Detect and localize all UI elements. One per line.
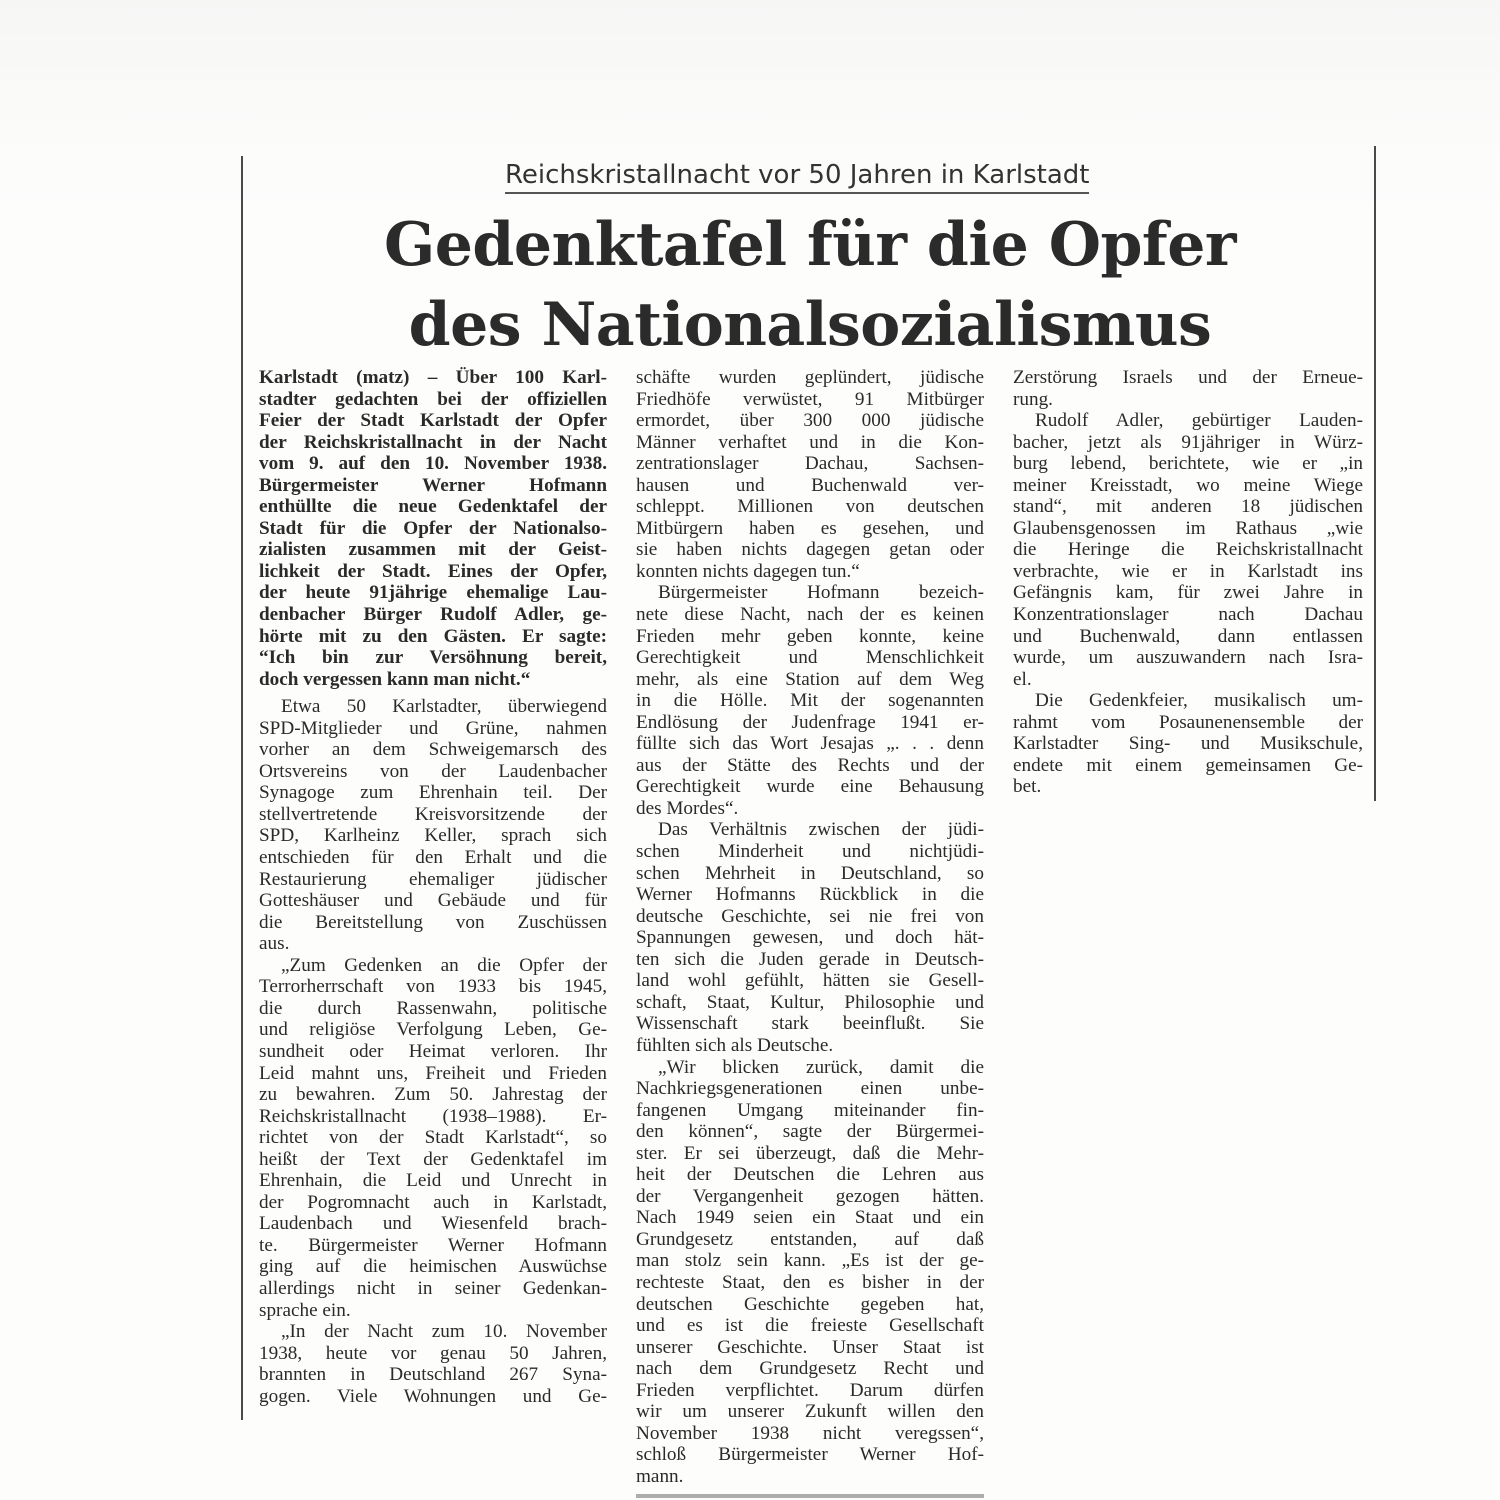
text-line: aus. (259, 933, 290, 955)
text-line: deutschen Geschichte gegeben hat, (636, 1293, 984, 1315)
article-column-1 (259, 367, 607, 1407)
right-column-rule (1374, 146, 1376, 801)
text-line: allerdings nicht in seiner Gedenkan- (259, 1277, 607, 1299)
text-line: Frieden verpflichtet. Darum dürfen (636, 1379, 984, 1401)
text-line: Karlstadter Sing- und Musikschule, (1013, 733, 1363, 755)
text-line: sprache ein. (259, 1299, 351, 1321)
text-line: stand“, mit anderen 18 jüdischen (1013, 496, 1363, 518)
text-line: man stolz sein kann. „Es ist der ge- (636, 1250, 984, 1272)
text-line: Reichskristallnacht (1938–1988). Er- (259, 1105, 607, 1127)
text-line: wir um unserer Zukunft willen den (636, 1401, 984, 1423)
text-line: Frieden mehr geben konnte, keine (636, 625, 984, 647)
article-headline (250, 205, 1370, 365)
headline-line-2: des Nationalsozialismus (408, 290, 1212, 360)
text-line: Nach 1949 seien ein Staat und ein (636, 1207, 984, 1229)
text-line: ten sich die Juden gerade in Deutsch- (636, 948, 984, 970)
text-line: Rudolf Adler, gebürtiger Lauden- (1035, 410, 1363, 432)
text-line: vorher an dem Schweigemarsch des (259, 739, 607, 761)
text-line: bacher, jetzt als 91jähriger in Würz- (1013, 431, 1363, 453)
text-line: schaft, Staat, Kultur, Philosophie und (636, 991, 984, 1013)
text-line: Synagoge zum Ehrenhain teil. Der (259, 782, 607, 804)
text-line: Terrorherrschaft von 1933 bis 1945, (259, 976, 607, 998)
text-line: und Buchenwald, dann entlassen (1013, 625, 1363, 647)
text-line: aus der Stätte des Rechts und der (636, 754, 984, 776)
text-line: fangenen Umgang miteinander fin- (636, 1099, 984, 1121)
text-line: unserer Geschichte. Unser Staat ist (636, 1336, 984, 1358)
text-line: heißt der Text der Gedenktafel im (259, 1148, 607, 1170)
text-line: die durch Rassenwahn, politische (259, 997, 607, 1019)
text-line: Die Gedenkfeier, musikalisch um- (1035, 690, 1363, 712)
text-line: land wohl gefühlt, hätten sie Gesell- (636, 970, 984, 992)
text-line: Feier der Stadt Karlstadt der Opfer (259, 410, 607, 432)
text-line: fühlten sich als Deutsche. (636, 1034, 834, 1056)
text-line: Konzentrationslager nach Dachau (1013, 604, 1363, 626)
text-line: Friedhöfe verwüstet, 91 Mitbürger (636, 388, 984, 410)
text-line: mehr, als eine Station auf dem Weg (636, 668, 984, 690)
cut-off-line (636, 1490, 984, 1500)
text-line: hausen und Buchenwald ver- (636, 474, 984, 496)
text-line: SPD, Karlheinz Keller, sprach sich (259, 825, 607, 847)
text-line: brannten in Deutschland 267 Syna- (259, 1364, 607, 1386)
text-line: zu bewahren. Zum 50. Jahrestag der (259, 1084, 607, 1106)
text-line: die Heringe die Reichskristallnacht (1013, 539, 1363, 561)
text-line: Spannungen gewesen, und doch hät- (636, 927, 984, 949)
text-line: Endlösung der Judenfrage 1941 er- (636, 711, 984, 733)
text-line: Grundgesetz entstanden, auf daß (636, 1228, 984, 1250)
text-line: und religiöse Verfolgung Leben, Ge- (259, 1019, 607, 1041)
text-line: schäfte wurden geplündert, jüdische (636, 367, 984, 388)
text-line: rechteste Staat, den es bisher in der (636, 1271, 984, 1293)
text-line: schleppt. Millionen von deutschen (636, 496, 984, 518)
text-line: und es ist die freieste Gesellschaft (636, 1315, 984, 1337)
text-line: burg lebend, berichtete, wie er „in (1013, 453, 1363, 475)
text-line: meiner Kreisstadt, wo meine Wiege (1013, 474, 1363, 496)
text-line: richtet von der Stadt Karlstadt“, so (259, 1127, 607, 1149)
text-line: rahmt vom Posaunenensemble der (1013, 711, 1363, 733)
text-line: schloß Bürgermeister Werner Hof- (636, 1444, 984, 1466)
text-line: Wissenschaft stark beeinflußt. Sie (636, 1013, 984, 1035)
text-line: der heute 91jährige ehemalige Lau- (259, 582, 607, 604)
text-line: doch vergessen kann man nicht.“ (259, 668, 531, 690)
text-line: Das Verhältnis zwischen der jüdi- (658, 819, 984, 841)
text-line: schen Minderheit und nichtjüdi- (636, 841, 984, 863)
text-line: Etwa 50 Karlstadter, überwiegend (281, 696, 607, 718)
text-line: Gotteshäuser und Gebäude und für (259, 890, 607, 912)
text-line: denbacher Bürger Rudolf Adler, ge- (259, 604, 607, 626)
text-line: Gerechtigkeit und Menschlichkeit (636, 647, 984, 669)
text-line: der Reichskristallnacht in der Nacht (259, 431, 607, 453)
text-line: schen Mehrheit in Deutschland, so (636, 862, 984, 884)
text-line: te. Bürgermeister Werner Hofmann (259, 1234, 607, 1256)
text-line: deutsche Geschichte, sei nie frei von (636, 905, 984, 927)
text-line: Karlstadt (matz) – Über 100 Karl- (259, 367, 607, 388)
text-line: rung. (1013, 388, 1053, 410)
text-line: enthüllte die neue Gedenktafel der (259, 496, 607, 518)
text-line: Mitbürgern haben es gesehen, und (636, 517, 984, 539)
text-line: Laudenbach und Wiesenfeld brach- (259, 1213, 607, 1235)
text-line: Nachkriegsgenerationen einen unbe- (636, 1078, 984, 1100)
text-line: des Mordes“. (636, 797, 739, 819)
text-line: stellvertretende Kreisvorsitzende der (259, 803, 607, 825)
text-line: sie haben nichts dagegen getan oder (636, 539, 984, 561)
text-line: bet. (1013, 776, 1042, 798)
text-line: gogen. Viele Wohnungen und Ge- (259, 1385, 607, 1407)
text-line: November 1938 nicht veregssen“, (636, 1422, 984, 1444)
text-line: nach dem Grundgesetz Recht und (636, 1358, 984, 1380)
text-line: sundheit oder Heimat verloren. Ihr (259, 1040, 607, 1062)
text-line: 1938, heute vor genau 50 Jahren, (259, 1342, 607, 1364)
text-line: entschieden für den Erhalt und die (259, 847, 607, 869)
text-line: Ehrenhain, die Leid und Unrecht in (259, 1170, 607, 1192)
text-line: mann. (636, 1465, 684, 1487)
text-line: „Zum Gedenken an die Opfer der (281, 954, 607, 976)
text-line: der Vergangenheit gezogen hätten. (636, 1185, 984, 1207)
text-line: ermordet, über 300 000 jüdische (636, 410, 984, 432)
left-column-rule (241, 156, 243, 1420)
text-line: zialisten zusammen mit der Geist- (259, 539, 607, 561)
text-line: Glaubensgenossen im Rathaus „wie (1013, 517, 1363, 539)
text-line: die Bereitstellung von Zuschüssen (259, 911, 607, 933)
text-line: verbrachte, wie er in Karlstadt ins (1013, 560, 1363, 582)
text-line: füllte sich das Wort Jesajas „. . . denn (636, 733, 984, 755)
text-line: konnten nichts dagegen tun.“ (636, 560, 860, 582)
text-line: Werner Hofmanns Rückblick in die (636, 884, 984, 906)
article-column-3 (1013, 367, 1363, 798)
text-line: Bürgermeister Hofmann bezeich- (658, 582, 984, 604)
text-line: ster. Er sei überzeugt, daß die Mehr- (636, 1142, 984, 1164)
text-line: heit der Deutschen die Lehren aus (636, 1164, 984, 1186)
text-line: el. (1013, 668, 1032, 690)
text-line: hörte mit zu den Gästen. Er sagte: (259, 625, 607, 647)
text-line: “Ich bin zur Versöhnung bereit, (259, 647, 607, 669)
text-line: lichkeit der Stadt. Eines der Opfer, (259, 560, 607, 582)
text-line: Gefängnis kam, für zwei Jahre in (1013, 582, 1363, 604)
text-line: zentrationslager Dachau, Sachsen- (636, 453, 984, 475)
article-kicker: Reichskristallnacht vor 50 Jahren in Karlstadt (505, 158, 1089, 194)
text-line: ging auf die heimischen Auswüchse (259, 1256, 607, 1278)
text-line: Restaurierung ehemaliger jüdischer (259, 868, 607, 890)
text-line: Stadt für die Opfer der Nationalso- (259, 517, 607, 539)
article-column-2 (636, 367, 984, 1487)
text-line: Zerstörung Israels und der Erneue- (1013, 367, 1363, 388)
text-line: nete diese Nacht, nach der es keinen (636, 604, 984, 626)
text-line: Bürgermeister Werner Hofmann (259, 474, 607, 496)
text-line: „Wir blicken zurück, damit die (658, 1056, 984, 1078)
text-line: Leid mahnt uns, Freiheit und Frieden (259, 1062, 607, 1084)
text-line: in die Hölle. Mit der sogenannten (636, 690, 984, 712)
text-line: stadter gedachten bei der offiziellen (259, 388, 607, 410)
text-line: Ortsvereins von der Laudenbacher (259, 760, 607, 782)
text-line: Gerechtigkeit wurde eine Behausung (636, 776, 984, 798)
text-line: den können“, sagte der Bürgermei- (636, 1121, 984, 1143)
text-line: endete mit einem gemeinsamen Ge- (1013, 754, 1363, 776)
text-line: wurde, um auszuwandern nach Isra- (1013, 647, 1363, 669)
text-line: Männer verhaftet und in die Kon- (636, 431, 984, 453)
text-line: vom 9. auf den 10. November 1938. (259, 453, 607, 475)
text-line: SPD-Mitglieder und Grüne, nahmen (259, 717, 607, 739)
headline-line-1: Gedenktafel für die Opfer (383, 210, 1237, 280)
text-line: der Pogromnacht auch in Karlstadt, (259, 1191, 607, 1213)
text-line: „In der Nacht zum 10. November (281, 1321, 607, 1343)
